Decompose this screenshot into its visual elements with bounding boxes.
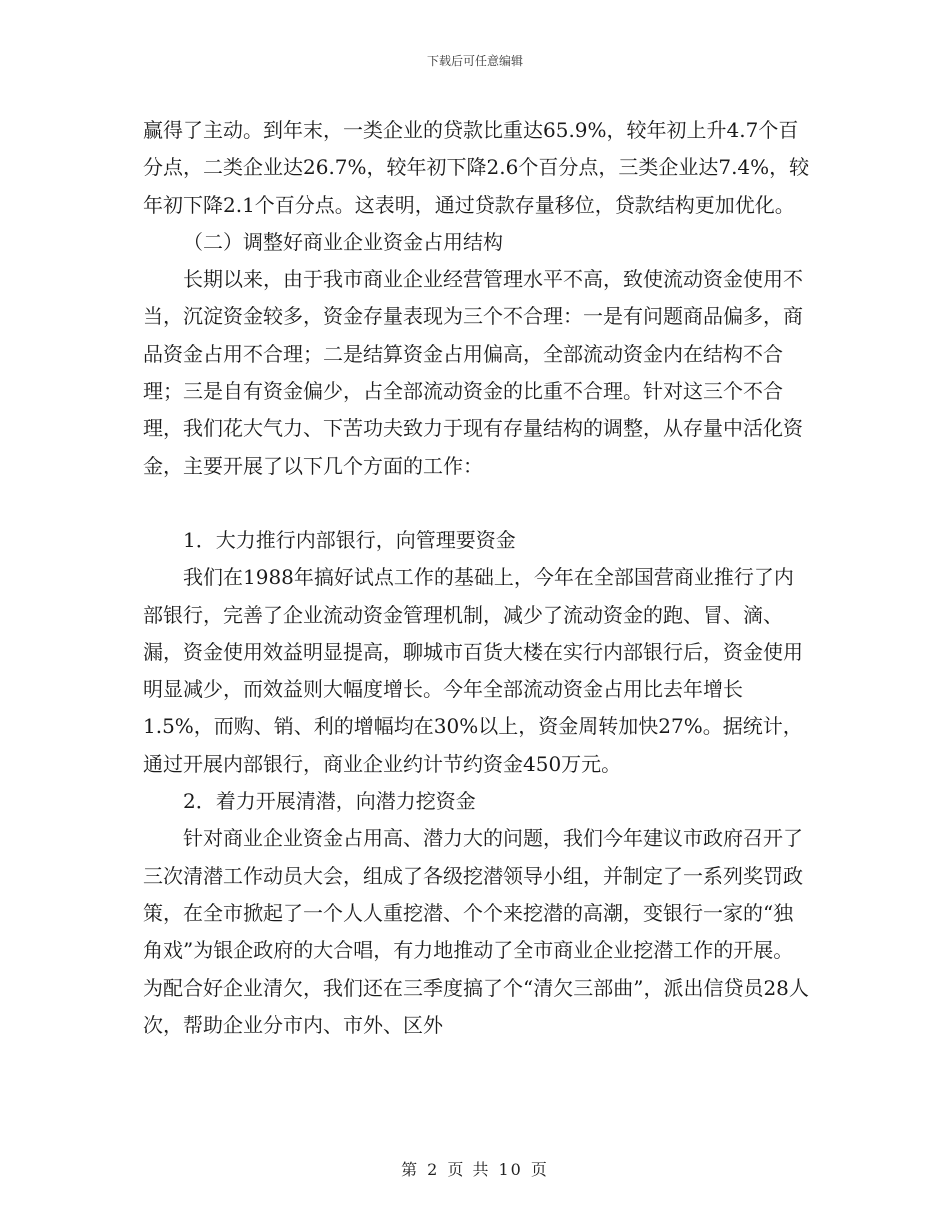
page-footer: [0, 1157, 950, 1180]
footer-page-number: 2: [427, 1160, 440, 1179]
footer-mid: 页 共: [447, 1160, 491, 1179]
footer-prefix: 第: [401, 1160, 420, 1179]
paragraph-loan-structure: 赢得了主动。到年末，一类企业的贷款比重达65.9%，较年初上升4.7个百分点，二类企业达26.7%，较年初下降2.6个百分点，三类企业达7.4%，较年初下降2.1个百分点。这表明，通过贷款存量移位，贷款结构更加优化。: [143, 118, 810, 217]
paragraph-clearing-potential: 针对商业企业资金占用高、潜力大的问题，我们今年建议市政府召开了三次清潜工作动员大会，组成了各级挖潜领导小组，并制定了一系列奖罚政策，在全市掀起了一个人人重挖潜、个个来挖潜的高潮，变银行一家的“独角戏”为银企政府的大合唱，有力地推动了全市商业企业挖潜工作的开展。为配合好企业清欠，我们还在三季度搞了个“清欠三部曲”，派出信贷员28人次，帮助企业分市内、市外、区外: [143, 826, 809, 1037]
paragraph-internal-bank: 我们在1988年搞好试点工作的基础上，今年在全部国营商业推行了内部银行，完善了企业流动资金管理机制，减少了流动资金的跑、冒、滴、漏，资金使用效益明显提高，聊城市百货大楼在实行内部银行后，资金使用明显减少，而效益则大幅度增长。今年全部流动资金占用比去年增长1.5%，而购、销、利的增幅均在30%以上，资金周转加快27%。据统计，通过开展内部银行，商业企业约计节约资金450万元。: [143, 565, 803, 776]
paragraph-spacer: [143, 485, 811, 522]
page-header-note: 下载后可任意编辑: [426, 54, 523, 68]
document-body: [143, 112, 811, 1044]
footer-total-pages: 10: [498, 1160, 523, 1179]
paragraph-unreasonable-structure: 长期以来，由于我市商业企业经营管理水平不高，致使流动资金使用不当，沉淀资金较多，资金存量表现为三个不合理：一是有问题商品偏多，商品资金占用不合理；二是结算资金占用偏高，全部流动资金内在结构不合理；三是自有资金偏少，占全部流动资金的比重不合理。针对这三个不合理，我们花大气力、下苦功夫致力于现有存量结构的调整，从存量中活化资金，主要开展了以下几个方面的工作：: [143, 267, 803, 478]
subheading-internal-bank: 1．大力推行内部银行，向管理要资金: [183, 527, 516, 552]
footer-suffix: 页: [530, 1160, 549, 1179]
subheading-clearing-potential: 2．着力开展清潜，向潜力挖资金: [183, 789, 476, 814]
section-heading-capital-structure: （二）调整好商业企业资金占用结构: [183, 229, 503, 254]
